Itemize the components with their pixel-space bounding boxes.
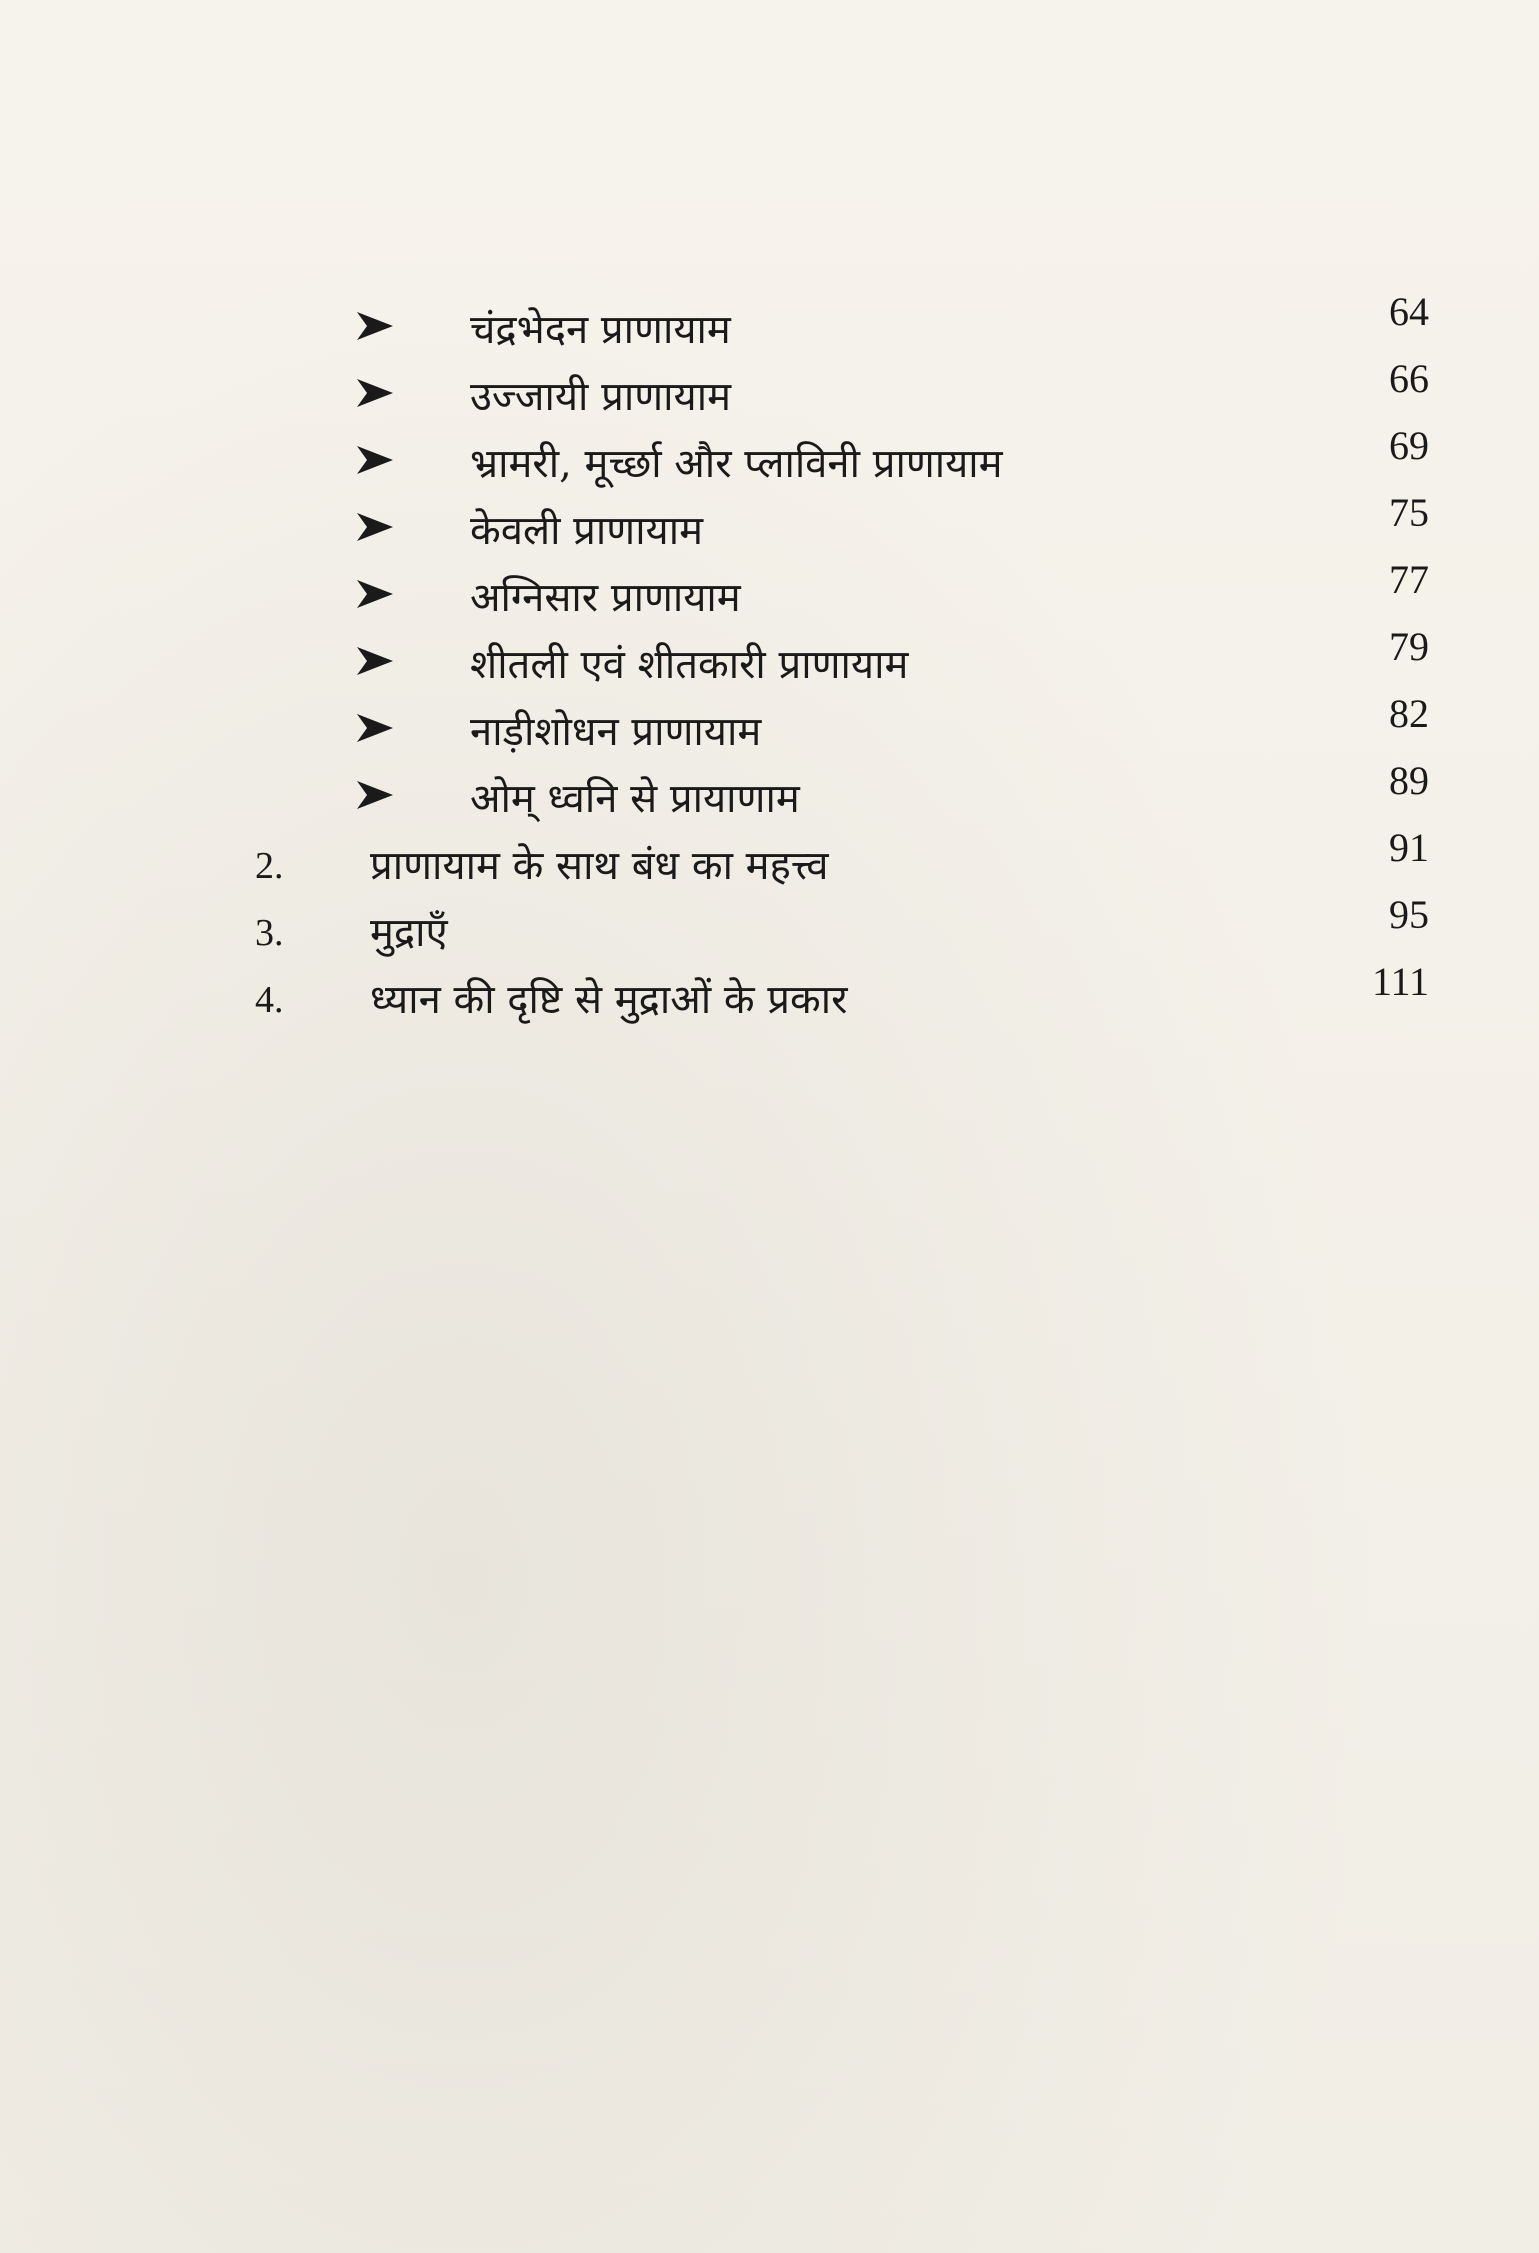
arrow-bullet-icon — [355, 373, 395, 413]
toc-entry-page: 95 — [1389, 892, 1429, 937]
arrow-bullet-icon — [355, 708, 395, 748]
toc-entry-title: ध्यान की दृष्टि से मुद्राओं के प्रकार — [370, 977, 848, 1023]
toc-entry-page: 64 — [1389, 289, 1429, 334]
toc-entry-title: ओम् ध्वनि से प्रायाणाम — [470, 776, 800, 822]
toc-entry-title: चंद्रभेदन प्राणायाम — [470, 307, 731, 353]
toc-main-entry — [0, 825, 1539, 896]
toc-entry-page: 91 — [1389, 825, 1429, 870]
toc-entry-title: केवली प्राणायाम — [470, 508, 704, 554]
toc-sub-entry — [0, 624, 1539, 695]
arrow-bullet-icon — [355, 574, 395, 614]
toc-entry-number: 3. — [255, 912, 284, 954]
arrow-bullet-icon — [355, 440, 395, 480]
toc-entry-title: भ्रामरी, मूर्च्छा और प्लाविनी प्राणायाम — [470, 441, 1003, 487]
toc-entry-page: 69 — [1389, 423, 1429, 468]
toc-sub-entry — [0, 557, 1539, 628]
toc-entry-page: 66 — [1389, 356, 1429, 401]
toc-entry-page: 79 — [1389, 624, 1429, 669]
toc-main-entry — [0, 959, 1539, 1030]
toc-entry-page: 89 — [1389, 758, 1429, 803]
toc-sub-entry — [0, 758, 1539, 829]
toc-entry-page: 75 — [1389, 490, 1429, 535]
toc-entry-title: अग्निसार प्राणायाम — [470, 575, 741, 621]
toc-entry-page: 111 — [1371, 959, 1429, 1004]
arrow-bullet-icon — [355, 775, 395, 815]
toc-main-entry — [0, 892, 1539, 963]
arrow-bullet-icon — [355, 641, 395, 681]
toc-entry-number: 2. — [255, 845, 284, 887]
toc-entry-page: 82 — [1389, 691, 1429, 736]
toc-entry-title: मुद्राएँ — [370, 910, 448, 956]
toc-entry-title: नाड़ीशोधन प्राणायाम — [470, 709, 762, 755]
toc-sub-entry — [0, 356, 1539, 427]
toc-entry-number: 4. — [255, 979, 284, 1021]
toc-sub-entry — [0, 691, 1539, 762]
toc-entry-title: उज्जायी प्राणायाम — [470, 374, 731, 420]
toc-sub-entry — [0, 423, 1539, 494]
toc-sub-entry — [0, 490, 1539, 561]
arrow-bullet-icon — [355, 306, 395, 346]
toc-entry-title: प्राणायाम के साथ बंध का महत्त्व — [370, 843, 829, 889]
toc-entry-page: 77 — [1389, 557, 1429, 602]
arrow-bullet-icon — [355, 507, 395, 547]
toc-sub-entry — [0, 289, 1539, 360]
toc-entry-title: शीतली एवं शीतकारी प्राणायाम — [470, 642, 909, 688]
